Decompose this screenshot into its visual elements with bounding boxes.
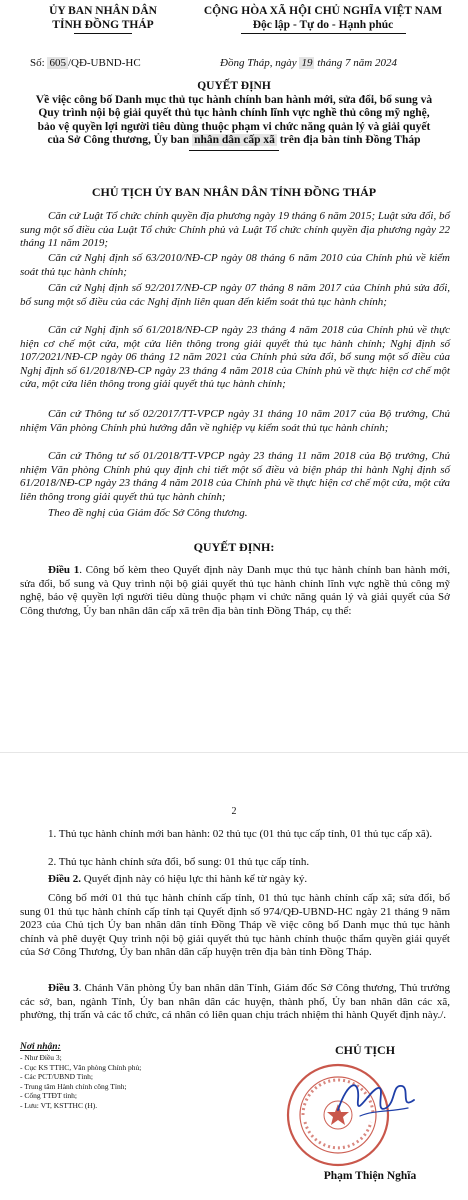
ground-4: Căn cứ Nghị định số 61/2018/NĐ-CP ngày 23 tháng 4 năm 2018 của Chính phủ về thực hiện cơ chế một cửa, một cửa liên thông trong giải quyết thủ tục hành chính; Nghị định số 107/2021/NĐ-CP ngày 06 tháng 12 năm 2021 của Chính phủ sửa đổi, bổ sung một số điều của Nghị định số 61/2018/NĐ-CP ngày 23 tháng 4 năm 2018 của Chính phủ về thực hiện cơ chế một cửa, một cửa liên thông trong giải quyết thủ tục hành chính; — [20, 324, 450, 391]
recipient-4: - Trung tâm Hành chính công Tỉnh; — [20, 1081, 127, 1091]
title-block — [0, 80, 468, 151]
title-subject-2: Quy trình nội bộ giải quyết thủ tục hành chính lĩnh vực nghề thủ công mỹ nghệ, — [38, 107, 430, 119]
ground-5: Căn cứ Thông tư số 02/2017/TT-VPCP ngày 31 tháng 10 năm 2017 của Bộ trưởng, Chủ nhiệm Văn phòng Chính phủ hướng dẫn về nghiệp vụ kiểm soát thủ tục hành chính; — [20, 408, 450, 434]
issuer-underline — [74, 33, 132, 34]
document-page-2 — [0, 770, 468, 1200]
signer-title: CHỦ TỊCH — [334, 1043, 396, 1057]
title-subject-1: Về việc công bố Danh mục thủ tục hành chính ban hành mới, sửa đổi, bổ sung và — [35, 93, 433, 106]
article-3-label: Điều 3 — [48, 982, 79, 994]
article-1-label: Điều 1 — [48, 564, 80, 576]
number-suffix: /QĐ-UBND-HC — [67, 57, 141, 69]
motto-underline — [241, 33, 406, 34]
title-underline — [189, 150, 279, 151]
recipients-block — [20, 1042, 220, 1111]
ground-2: Căn cứ Nghị định số 63/2010/NĐ-CP ngày 08 tháng 6 năm 2010 của Chính phủ về kiểm soát thủ tục hành chính; — [20, 252, 450, 278]
document-number — [30, 57, 141, 69]
motto: Độc lập - Tự do - Hạnh phúc — [252, 19, 394, 31]
article-2 — [20, 873, 450, 887]
date-day: 19 — [301, 57, 313, 69]
recipient-5: - Cổng TTĐT tỉnh; — [20, 1091, 78, 1101]
subject-highlight: nhân dân cấp xã — [194, 134, 275, 146]
article-2-detail: Công bố mới 01 thủ tục hành chính cấp tỉnh, 01 thủ tục hành chính cấp xã; sửa đổi, bổ sung 01 thủ tục hành chính cấp tỉnh tại Quyết định số 974/QĐ-UBND-HC ngày 21 tháng 9 năm 2023 của Chủ tịch Ủy ban nhân dân tỉnh Đồng Tháp về việc công bố Danh mục thủ tục hành chính và phê duyệt Quy trình nội bộ giải quyết thủ tục hành chính thuộc thẩm quyền giải quyết của Sở Công Thương, Ủy ban nhân dân cấp huyện trên địa bàn tỉnh Đồng Tháp. — [20, 892, 450, 959]
national-motto-block — [178, 4, 468, 34]
ground-3: Căn cứ Nghị định số 92/2017/NĐ-CP ngày 07 tháng 8 năm 2017 của Chính phủ sửa đổi, bổ sung một số điều của các Nghị định liên quan đến kiểm soát thủ tục hành chính; — [20, 282, 450, 308]
article-2-label: Điều 2. — [48, 873, 81, 885]
ground-6: Căn cứ Thông tư số 01/2018/TT-VPCP ngày 23 tháng 11 năm 2018 của Bộ trưởng, Chủ nhiệm Văn phòng Chính phủ quy định chi tiết một số điều và biện pháp thi hành Nghị định số 61/2018/NĐ-CP ngày 23 tháng 4 năm 2018 của Chính phủ về thực hiện cơ chế một cửa, một cửa liên thông trong giải quyết thủ tục hành chính; — [20, 450, 450, 503]
article-3-text: . Chánh Văn phòng Ủy ban nhân dân Tỉnh, Giám đốc Sở Công thương, Thủ trưởng các sở, ban, ngành Tỉnh, Ủy ban nhân dân các huyện, thành phố, Ủy ban nhân dân các xã, phường, thị trấn và các tổ chức, cá nhân có liên quan chịu trách nhiệm thi hành Quyết định này./. — [20, 982, 451, 1022]
decision-heading: QUYẾT ĐỊNH: — [193, 540, 275, 554]
page-separator — [0, 752, 468, 772]
document-date — [220, 57, 397, 69]
title-main: QUYẾT ĐỊNH — [197, 80, 271, 92]
recipients-title: Nơi nhận: — [20, 1042, 61, 1052]
country-name: CỘNG HÒA XÃ HỘI CHỦ NGHĨA VIỆT NAM — [203, 5, 443, 17]
signer-name: Phạm Thiện Nghĩa — [323, 1170, 417, 1182]
page-number: 2 — [231, 806, 237, 817]
title-subject-4: của Sở Công thương, Ủy ban nhân dân cấp xã trên địa bàn tỉnh Đồng Tháp — [47, 134, 421, 146]
recipient-2: - Cục KS TTHC, Văn phòng Chính phủ; — [20, 1062, 142, 1072]
article-1 — [20, 564, 450, 618]
item-2: 2. Thủ tục hành chính sửa đổi, bổ sung: 01 thủ tục cấp tỉnh. — [48, 856, 310, 868]
number-prefix: Số: — [30, 57, 45, 69]
issuer-line1: ỦY BAN NHÂN DÂN — [49, 5, 157, 17]
recipient-1: - Như Điều 3; — [20, 1053, 62, 1062]
issuer-block — [28, 4, 178, 34]
article-3 — [20, 982, 450, 1023]
recipient-6: - Lưu: VT, KSTTHC (H). — [20, 1100, 98, 1110]
item-1: 1. Thủ tục hành chính mới ban hành: 02 thủ tục (01 thủ tục cấp tỉnh, 01 thủ tục cấp xã). — [48, 828, 433, 840]
date-suffix: tháng 7 năm 2024 — [317, 57, 397, 69]
article-1-text: . Công bố kèm theo Quyết định này Danh mục thủ tục hành chính ban hành mới, sửa đổi, bổ sung và Quy trình nội bộ giải quyết thủ tục hành chính lĩnh vực nghề thủ công mỹ nghệ, bảo vệ quyền lợi người tiêu dùng thuộc phạm vi chức năng quản lý và giải quyết của Sở Công thương, Ủy ban nhân dân cấp xã trên địa bàn tỉnh Đồng Tháp, cụ thể: — [20, 564, 450, 617]
recipient-3: - Các PCT/UBND Tỉnh; — [20, 1072, 93, 1082]
signature-icon — [330, 1070, 420, 1130]
title-subject-3: bảo vệ quyền lợi người tiêu dùng thuộc phạm vi chức năng quản lý và giải quyết — [37, 120, 431, 133]
authority-heading: CHỦ TỊCH ỦY BAN NHÂN DÂN TỈNH ĐỒNG THÁP — [91, 185, 377, 199]
ground-7: Theo đề nghị của Giám đốc Sở Công thương. — [48, 507, 248, 519]
date-prefix: Đồng Tháp, ngày — [220, 57, 297, 69]
ground-1: Căn cứ Luật Tổ chức chính quyền địa phương ngày 19 tháng 6 năm 2015; Luật sửa đổi, bổ sung một số điều của Luật Tổ chức Chính phủ và Luật Tổ chức chính quyền địa phương ngày 22 tháng 11 năm 2019; — [20, 210, 450, 250]
number-value: 605 — [49, 57, 66, 69]
issuer-line2: TỈNH ĐỒNG THÁP — [52, 19, 154, 31]
article-2-text: Quyết định này có hiệu lực thi hành kể từ ngày ký. — [81, 873, 308, 885]
